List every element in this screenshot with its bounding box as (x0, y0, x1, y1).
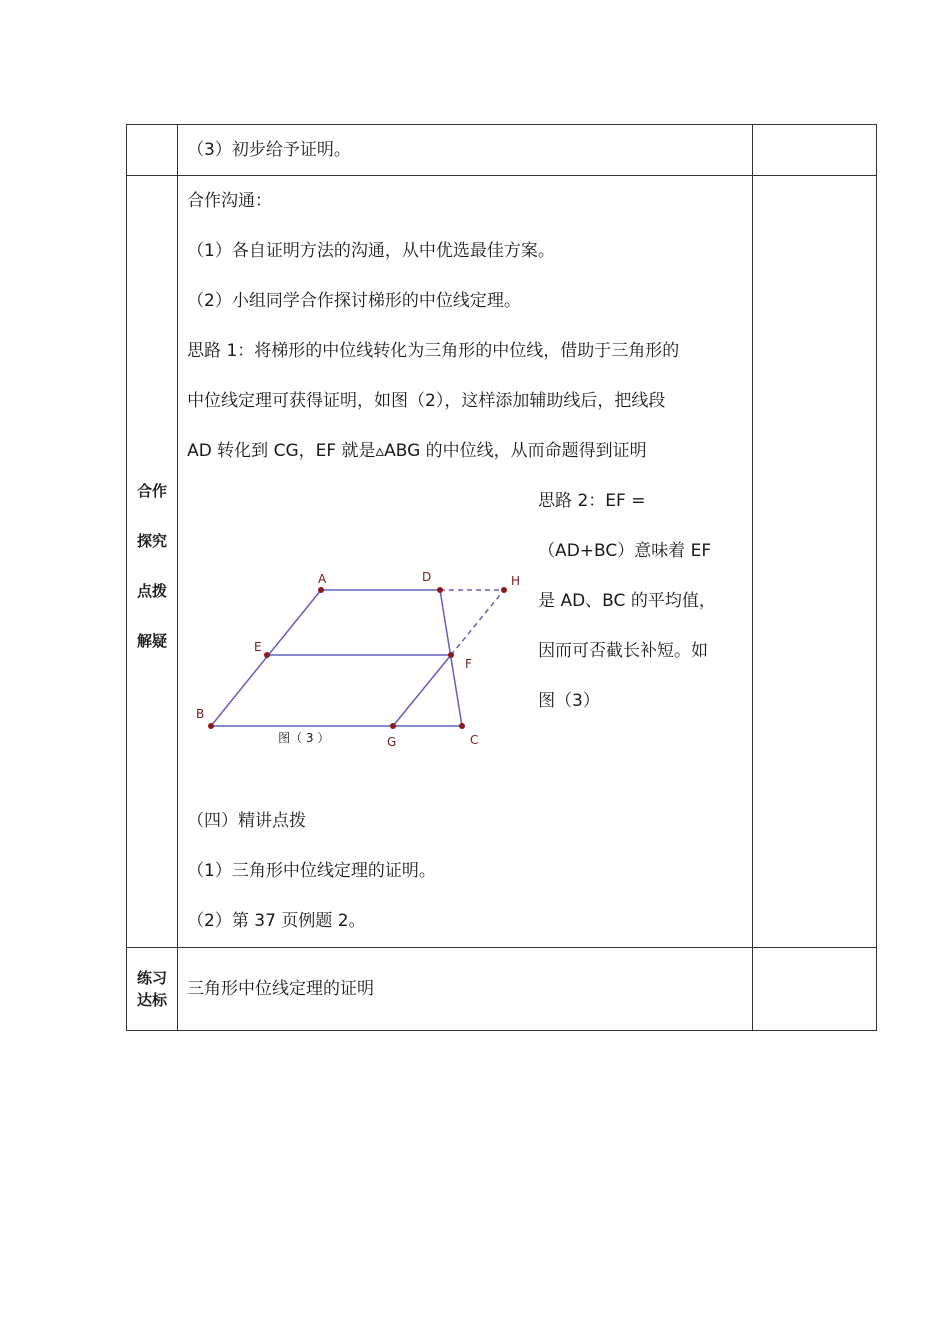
label-d: D (422, 570, 432, 584)
section-label-line: 达标 (137, 991, 168, 1009)
point-b (208, 723, 214, 729)
label-f: F (465, 657, 472, 671)
paragraph-line: 思路 1：将梯形的中位线转化为三角形的中位线，借助于三角形的 (187, 341, 680, 361)
point-f (448, 652, 454, 658)
label-a: A (318, 572, 327, 586)
content-cell (178, 176, 753, 948)
figure-caption: 图（ 3 ） (278, 731, 330, 745)
paragraph-line: 因而可否截长补短。如 (538, 641, 709, 661)
section-label (127, 176, 177, 666)
content-cell (178, 125, 753, 176)
paragraph-line: 图（3） (538, 691, 600, 711)
paragraph-line: （四）精讲点拨 (187, 811, 307, 831)
section-label-line: 合作 (137, 482, 168, 500)
label-e: E (254, 640, 262, 654)
point-e (264, 652, 270, 658)
paragraph-line: 中位线定理可获得证明，如图（2），这样添加辅助线后，把线段 (187, 391, 666, 411)
label-h: H (511, 574, 521, 588)
point-c (459, 723, 465, 729)
practice-text: 三角形中位线定理的证明 (187, 979, 375, 999)
table-row (127, 948, 877, 1031)
paragraph-line: （AD+BC）意味着 EF (538, 541, 712, 561)
paragraph-line: （2）第 37 页例题 2。 (187, 911, 366, 931)
label-g: G (387, 735, 397, 749)
side-cell (127, 948, 178, 1031)
paragraph-line: AD 转化到 CG，EF 就是▵ABG 的中位线，从而命题得到证明 (187, 441, 647, 461)
paragraph-line: （2）小组同学合作探讨梯形的中位线定理。 (187, 291, 521, 311)
paragraph-line: 合作沟通： (187, 191, 273, 211)
point-d (437, 587, 443, 593)
content-cell (178, 948, 753, 1031)
paragraph-line: （1）各自证明方法的沟通，从中优选最佳方案。 (187, 241, 555, 261)
section-label-line: 点拨 (137, 582, 168, 600)
point-h (501, 587, 507, 593)
notes-cell (752, 125, 876, 176)
section-label-line: 解疑 (137, 632, 168, 650)
segment-fh (451, 590, 504, 655)
label-b: B (196, 707, 205, 721)
notes-cell (752, 176, 876, 948)
point-a (318, 587, 324, 593)
table-row (127, 125, 877, 176)
proof-step-text: （3）初步给予证明。 (187, 140, 351, 160)
figure-area (178, 476, 752, 796)
section-label-line: 练习 (137, 969, 168, 987)
lesson-table (126, 124, 877, 1031)
paragraph-line: 是 AD、BC 的平均值， (538, 591, 716, 611)
section-label-line: 探究 (137, 532, 168, 550)
paragraph-line: （1）三角形中位线定理的证明。 (187, 861, 436, 881)
segment-ab (211, 590, 321, 726)
segment-fg (393, 655, 451, 726)
idea2-block (538, 476, 743, 726)
table-row (127, 176, 877, 948)
notes-cell (752, 948, 876, 1031)
section-label (127, 948, 177, 1011)
point-g (390, 723, 396, 729)
side-cell (127, 125, 178, 176)
side-cell (127, 176, 178, 948)
label-c: C (470, 733, 479, 747)
paragraph-line: 思路 2：EF = (538, 491, 646, 511)
